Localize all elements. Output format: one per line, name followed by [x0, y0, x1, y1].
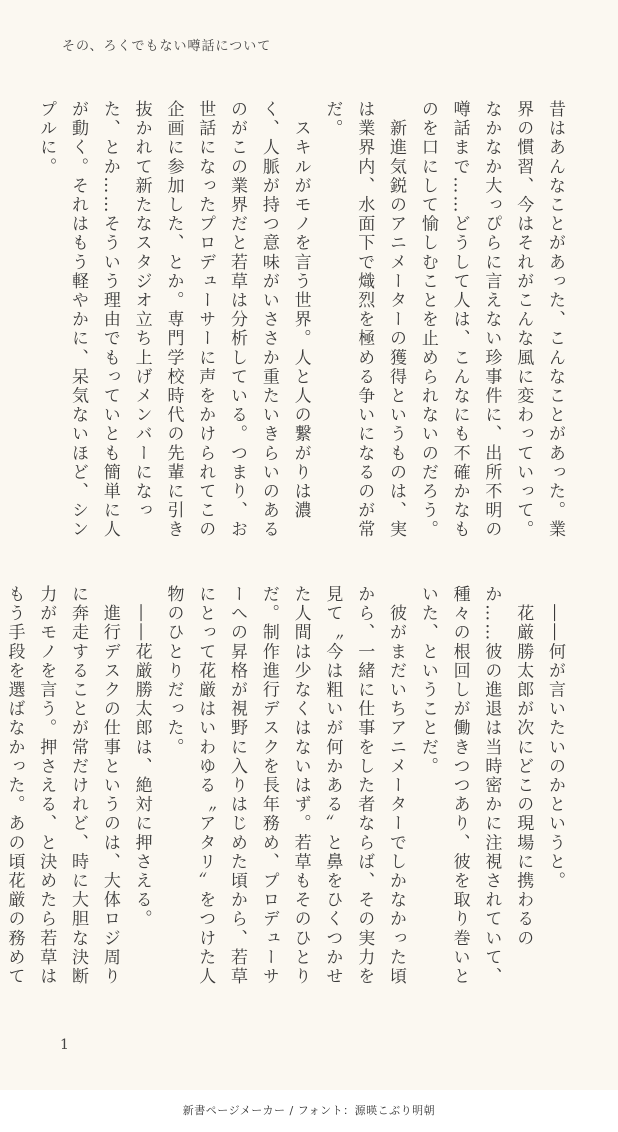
text-block-bottom [4, 585, 570, 995]
text-block-top [36, 100, 570, 555]
paragraph: 進行デスクの仕事というのは、大体ロジ周りに奔走することが常だけれど、時に大胆な決断力がモノを言う。押さえる、と決めたら若草はもう手段を選ばなかった。あの頃花厳の務めて [4, 585, 120, 987]
paragraph: ――花厳勝太郎は、絶対に押さえる。 [131, 585, 152, 929]
footer-credit: 新書ページメーカー / フォント：源暎こぶり明朝 [182, 1104, 436, 1117]
paragraph: スキルがモノを言う世界。人と人の繋がりは濃く、人脈が持つ意味がいささか重たいきらいのあるのがこの業界だと若草は分析している。つまり、お世話になったプロデューサーに声をかけられてこの企画に参加した、とか。専門学校時代の先輩に引き抜かれて新たなスタジオ立ち上げメンバーになった、とか……そういう理由でもっていとも簡単に人が動く。それはもう軽やかに、呆気ないほど、シンプルに。 [36, 100, 311, 540]
footer [0, 1090, 618, 1132]
paragraph: 花厳勝太郎が次にどこの現場に携わるのか……彼の進退は当時密かに注視されていて、種々の根回しが働きつつあり、彼を取り巻いといた、ということだ。 [417, 585, 534, 987]
paragraph: 新進気鋭のアニメーターの獲得というものは、実は業界内、水面下で熾烈を極める争いになるのが常だ。 [322, 100, 407, 540]
paragraph: 昔はあんなことがあった、こんなことがあった。業界の慣習、今はそれがこんな風に変わっていって。なかなか大っぴらに言えない珍事件に、出所不明の噂話まで……どうして人は、こんなにも不確かなものを口にして愉しむことを止められないのだろう。 [417, 100, 565, 540]
paragraph: ――何が言いたいのかというと。 [545, 585, 565, 891]
paragraph: 彼がまだいちアニメーターでしかなかった頃から、一緒に仕事をした者ならば、その実力を見て〝今は粗いが何かある〟と鼻をひくつかせた人間は少なくはないはず。若草もそのひとりだ。制作進行デスクを長年務め、プロデューサーへの昇格が視野に入りはじめた頃から、若草にとって花厳はいわゆる〝アタリ〟をつけた人物のひとりだった。 [163, 585, 407, 987]
running-header: その、ろくでもない噂話について [62, 39, 272, 54]
page-number: 1 [60, 1037, 69, 1053]
